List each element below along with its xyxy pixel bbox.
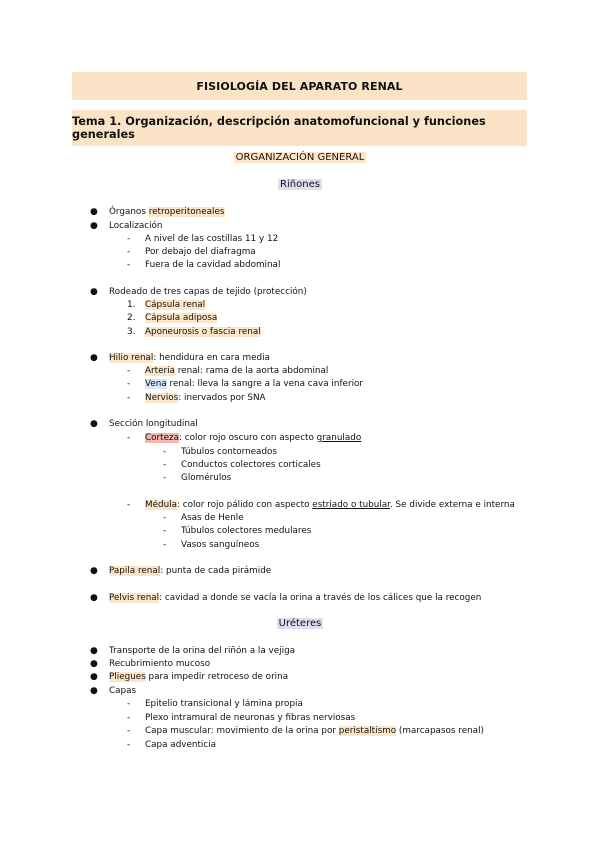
list-item: Fuera de la cavidad abdominal: [145, 260, 281, 270]
list-item: Pelvis renal: cavidad a donde se vacía la orina a través de los cálices que la recogen: [109, 593, 482, 603]
list-item: Vasos sanguíneos: [181, 540, 260, 550]
dash: -: [127, 393, 131, 403]
dash: -: [127, 740, 131, 750]
list-number: 2.: [127, 313, 136, 323]
bullet: ●: [90, 646, 98, 656]
dash: -: [127, 247, 131, 257]
bullet: ●: [90, 686, 98, 696]
kidneys-heading: Riñones: [280, 179, 320, 190]
list-item: Rodeado de tres capas de tejido (protección): [109, 287, 307, 297]
list-item: Pliegues para impedir retroceso de orina: [109, 672, 289, 682]
bullet: ●: [90, 672, 98, 682]
dash: -: [163, 540, 167, 550]
bullet: ●: [90, 287, 98, 297]
list-item: Plexo intramural de neuronas y fibras nerviosas: [145, 713, 356, 723]
list-item: Cápsula renal: [145, 300, 206, 310]
dash: -: [127, 500, 131, 510]
list-item: Nervios: inervados por SNA: [145, 393, 266, 403]
list-item: A nivel de las costillas 11 y 12: [145, 234, 279, 244]
list-item: Túbulos contorneados: [181, 447, 277, 457]
dash: -: [127, 234, 131, 244]
dash: -: [163, 513, 167, 523]
dash: -: [127, 260, 131, 270]
dash: -: [163, 526, 167, 536]
dash: -: [127, 699, 131, 709]
bullet: ●: [90, 353, 98, 363]
document-title: FISIOLOGÍA DEL APARATO RENAL: [72, 72, 527, 100]
bullet: ●: [90, 659, 98, 669]
list-number: 3.: [127, 327, 136, 337]
list-item: Papila renal: punta de cada pirámide: [109, 566, 272, 576]
list-item: Glomérulos: [181, 473, 232, 483]
dash: -: [127, 433, 131, 443]
bullet: ●: [90, 593, 98, 603]
dash: -: [163, 447, 167, 457]
list-item: Localización: [109, 221, 163, 231]
bullet: ●: [90, 419, 98, 429]
ureters-heading: Uréteres: [278, 618, 322, 629]
dash: -: [127, 713, 131, 723]
dash: -: [163, 473, 167, 483]
list-item: Epitelio transicional y lámina propia: [145, 699, 303, 709]
list-item: Aponeurosis o fascia renal: [145, 327, 261, 337]
list-item: Capa adventicia: [145, 740, 217, 750]
list-item: Capa muscular: movimiento de la orina por peristaltismo (marcapasos renal): [145, 726, 484, 736]
list-item: Asas de Henle: [181, 513, 244, 523]
list-item: Arteria renal: rama de la aorta abdominal: [145, 366, 329, 376]
dash: -: [127, 379, 131, 389]
dash: -: [127, 366, 131, 376]
list-item: Capas: [109, 686, 137, 696]
section-general-heading: ORGANIZACIÓN GENERAL: [235, 152, 365, 163]
list-item: Cápsula adiposa: [145, 313, 218, 323]
list-item: Por debajo del diafragma: [145, 247, 256, 257]
bullet: ●: [90, 207, 98, 217]
list-item: Sección longitudinal: [109, 419, 198, 429]
list-item: Túbulos colectores medulares: [181, 526, 312, 536]
bullet: ●: [90, 566, 98, 576]
bullet: ●: [90, 221, 98, 231]
dash: -: [163, 460, 167, 470]
list-item: Conductos colectores corticales: [181, 460, 321, 470]
list-item: Hilio renal: hendidura en cara media: [109, 353, 270, 363]
list-item: Vena renal: lleva la sangre a la vena cava inferior: [145, 379, 364, 389]
list-item: Recubrimiento mucoso: [109, 659, 211, 669]
list-item: Órganos retroperitoneales: [109, 207, 225, 217]
list-item: Médula: color rojo pálido con aspecto estriado o tubular. Se divide externa e interna: [145, 500, 515, 510]
document-subtitle: Tema 1. Organización, descripción anatomofuncional y funciones generales: [72, 110, 527, 146]
dash: -: [127, 726, 131, 736]
list-item: Corteza: color rojo oscuro con aspecto granulado: [145, 433, 362, 443]
list-item: Transporte de la orina del riñón a la vejiga: [109, 646, 296, 656]
list-number: 1.: [127, 300, 136, 310]
